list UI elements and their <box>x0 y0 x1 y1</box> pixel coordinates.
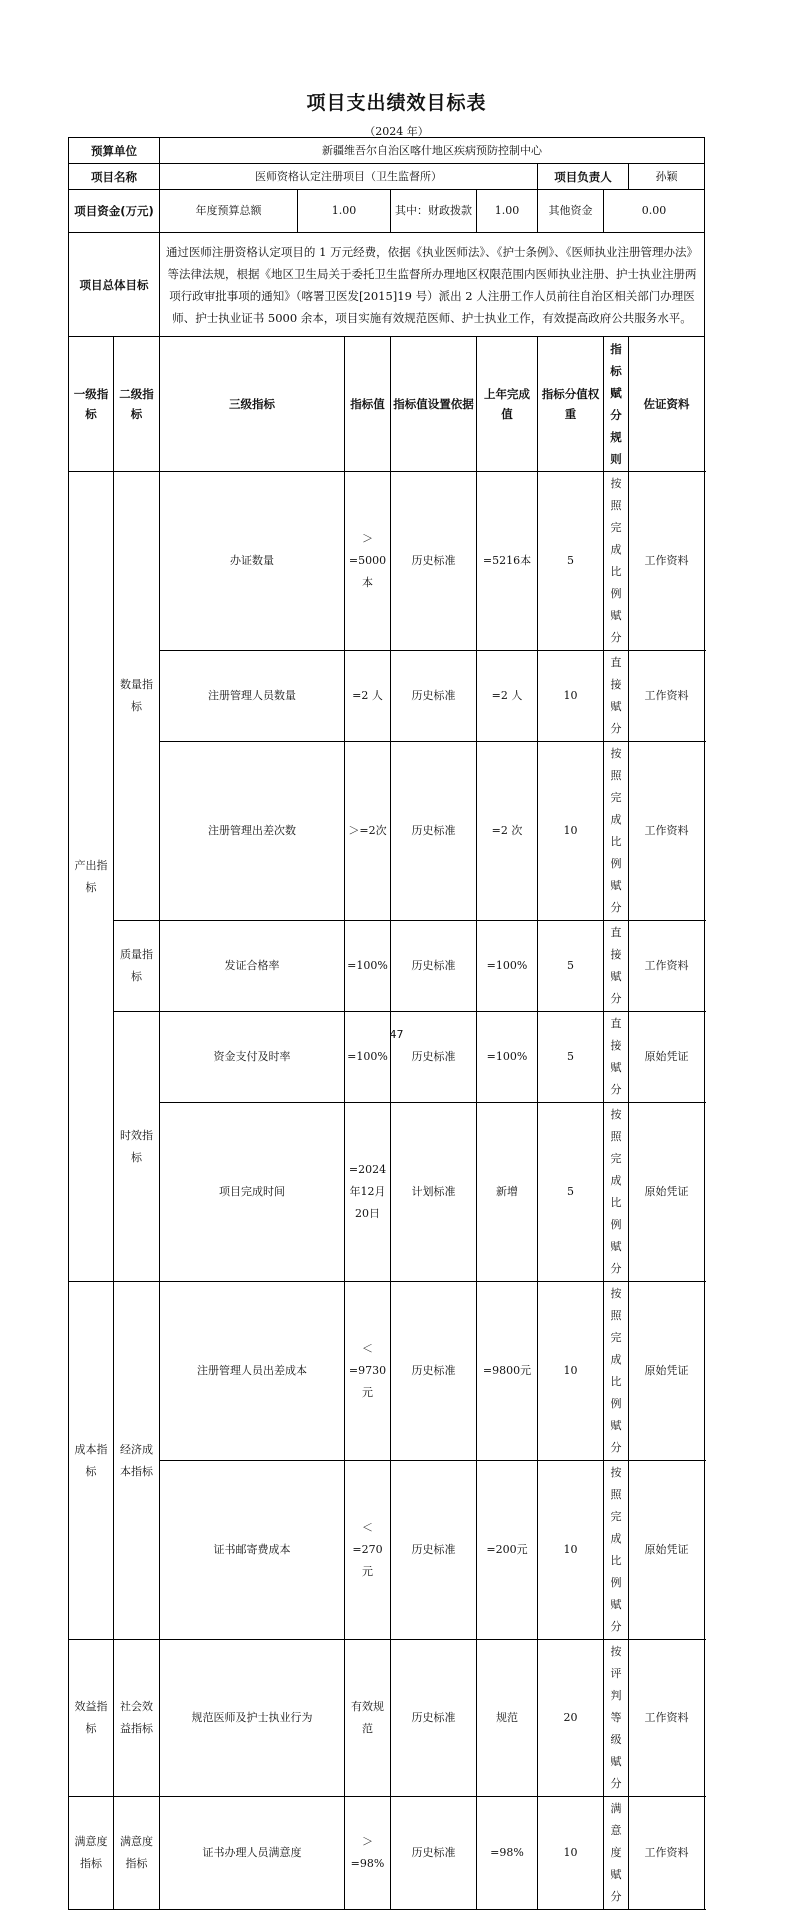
project-funds-label: 项目资金(万元) <box>69 190 160 233</box>
indicator-last-year: =200元 <box>477 1461 538 1640</box>
indicator-value: ＜=9730元 <box>345 1282 391 1461</box>
indicator-value: 有效规范 <box>345 1640 391 1797</box>
header-basis: 指标值设置依据 <box>391 337 477 472</box>
indicator-rule: 按照完成比例赋分 <box>604 1282 629 1461</box>
indicator-name: 资金支付及时率 <box>160 1012 345 1103</box>
indicator-name: 发证合格率 <box>160 921 345 1012</box>
indicator-basis: 历史标准 <box>391 921 477 1012</box>
indicator-rule: 直接赋分 <box>604 651 629 742</box>
fiscal-appropriation-value: 1.00 <box>477 190 538 233</box>
indicator-value: ＞=98% <box>345 1797 391 1910</box>
project-owner-value: 孙颖 <box>629 164 705 190</box>
indicator-last-year: =100% <box>477 1012 538 1103</box>
group-output: 产出指标 <box>69 472 114 1282</box>
indicator-evidence: 工作资料 <box>629 651 705 742</box>
group-satisfaction-sub: 满意度指标 <box>114 1797 160 1910</box>
group-benefit: 效益指标 <box>69 1640 114 1797</box>
annual-total-value: 1.00 <box>298 190 391 233</box>
indicator-name: 办证数量 <box>160 472 345 651</box>
year-subtitle: （2024 年） <box>364 125 429 138</box>
group-economic-cost: 经济成本指标 <box>114 1282 160 1640</box>
indicator-last-year: =98% <box>477 1797 538 1910</box>
group-social-benefit: 社会效益指标 <box>114 1640 160 1797</box>
page-title: 项目支出绩效目标表 <box>306 92 487 114</box>
indicator-last-year: =5216本 <box>477 472 538 651</box>
indicator-weight: 5 <box>538 1103 604 1282</box>
indicator-weight: 5 <box>538 472 604 651</box>
table-row <box>69 1012 705 1103</box>
indicator-value: =100% <box>345 921 391 1012</box>
indicator-weight: 10 <box>538 1797 604 1910</box>
overall-goal-row <box>69 233 705 337</box>
indicator-evidence: 工作资料 <box>629 1640 705 1797</box>
overall-goal-text: 通过医师注册资格认定项目的 1 万元经费，依据《执业医师法》、《护士条例》、《医师执业注册管理办法》等法律法规，根据《地区卫生局关于委托卫生监督所办理地区权限范围内医师执业注册、护士执业注册两项行政审批事项的通知》（喀署卫医发[2015]19 号）派出 2 人注册工作人员前往自治区相关部门办理医师、护士执业证书 5000 余本，项目实施有效规范医师、护士执业工作，有效提高政府公共服务水平。 <box>160 233 705 337</box>
header-evidence: 佐证资料 <box>629 337 705 472</box>
table-row <box>69 472 705 651</box>
table-row <box>69 1103 705 1282</box>
indicator-value: =2 人 <box>345 651 391 742</box>
group-timeliness: 时效指标 <box>114 1012 160 1282</box>
indicator-basis: 历史标准 <box>391 1797 477 1910</box>
header-weight: 指标分值权重 <box>538 337 604 472</box>
indicator-evidence: 工作资料 <box>629 472 705 651</box>
project-funds-row <box>69 190 705 233</box>
indicator-value: ＞=2次 <box>345 742 391 921</box>
page-number: 47 <box>389 1028 404 1041</box>
indicator-weight: 10 <box>538 651 604 742</box>
annual-total-label: 年度预算总额 <box>160 190 298 233</box>
project-name-value: 医师资格认定注册项目（卫生监督所） <box>160 164 538 190</box>
indicator-evidence: 原始凭证 <box>629 1282 705 1461</box>
indicator-value: ＜=270元 <box>345 1461 391 1640</box>
indicator-last-year: 规范 <box>477 1640 538 1797</box>
project-name-row <box>69 164 705 190</box>
other-funds-label: 其他资金 <box>538 190 604 233</box>
group-cost: 成本指标 <box>69 1282 114 1640</box>
other-funds-value: 0.00 <box>604 190 705 233</box>
table-row <box>69 1282 705 1461</box>
header-rule: 指标赋分规则 <box>604 337 629 472</box>
indicator-evidence: 原始凭证 <box>629 1103 705 1282</box>
indicator-evidence: 原始凭证 <box>629 1012 705 1103</box>
indicator-rule: 按照完成比例赋分 <box>604 1103 629 1282</box>
indicator-weight: 5 <box>538 921 604 1012</box>
indicator-last-year: 新增 <box>477 1103 538 1282</box>
indicator-name: 注册管理出差次数 <box>160 742 345 921</box>
indicator-weight: 10 <box>538 1282 604 1461</box>
table-row <box>69 651 705 742</box>
indicator-basis: 历史标准 <box>391 742 477 921</box>
indicator-basis: 历史标准 <box>391 1282 477 1461</box>
indicator-value: ＞=5000本 <box>345 472 391 651</box>
indicator-last-year: =100% <box>477 921 538 1012</box>
indicator-name: 注册管理人员数量 <box>160 651 345 742</box>
indicator-basis: 历史标准 <box>391 1461 477 1640</box>
header-last-year: 上年完成值 <box>477 337 538 472</box>
project-owner-label: 项目负责人 <box>538 164 629 190</box>
header-value: 指标值 <box>345 337 391 472</box>
indicator-basis: 历史标准 <box>391 651 477 742</box>
indicator-rule: 直接赋分 <box>604 921 629 1012</box>
indicator-rule: 按评判等级赋分 <box>604 1640 629 1797</box>
indicator-value: =100% <box>345 1012 391 1103</box>
table-row <box>69 1797 705 1910</box>
indicator-last-year: =2 人 <box>477 651 538 742</box>
table-row <box>69 742 705 921</box>
indicator-weight: 10 <box>538 1461 604 1640</box>
indicator-rule: 按照完成比例赋分 <box>604 472 629 651</box>
table-row <box>69 1461 705 1640</box>
indicator-evidence: 原始凭证 <box>629 1461 705 1640</box>
table-row <box>69 1640 705 1797</box>
indicator-name: 证书邮寄费成本 <box>160 1461 345 1640</box>
indicator-basis: 计划标准 <box>391 1103 477 1282</box>
indicator-name: 项目完成时间 <box>160 1103 345 1282</box>
indicator-weight: 5 <box>538 1012 604 1103</box>
fiscal-appropriation-label: 其中：财政拨款 <box>391 190 477 233</box>
indicator-evidence: 工作资料 <box>629 921 705 1012</box>
indicator-evidence: 工作资料 <box>629 1797 705 1910</box>
header-level3: 三级指标 <box>160 337 345 472</box>
budget-unit-value: 新疆维吾尔自治区喀什地区疾病预防控制中心 <box>160 138 705 164</box>
indicator-basis: 历史标准 <box>391 1640 477 1797</box>
indicator-rule: 按照完成比例赋分 <box>604 742 629 921</box>
indicator-basis: 历史标准 <box>391 472 477 651</box>
performance-target-table <box>68 137 705 1910</box>
indicator-rule: 直接赋分 <box>604 1012 629 1103</box>
header-level1: 一级指标 <box>69 337 114 472</box>
project-name-label: 项目名称 <box>69 164 160 190</box>
indicator-rule: 满意度赋分 <box>604 1797 629 1910</box>
table-row <box>69 921 705 1012</box>
budget-unit-row <box>69 138 705 164</box>
indicator-header-row <box>69 337 705 472</box>
indicator-name: 注册管理人员出差成本 <box>160 1282 345 1461</box>
indicator-last-year: =9800元 <box>477 1282 538 1461</box>
indicator-last-year: =2 次 <box>477 742 538 921</box>
indicator-rule: 按照完成比例赋分 <box>604 1461 629 1640</box>
indicator-name: 规范医师及护士执业行为 <box>160 1640 345 1797</box>
indicator-weight: 10 <box>538 742 604 921</box>
group-quality: 质量指标 <box>114 921 160 1012</box>
header-level2: 二级指标 <box>114 337 160 472</box>
group-quantity: 数量指标 <box>114 472 160 921</box>
group-satisfaction: 满意度指标 <box>69 1797 114 1910</box>
indicator-weight: 20 <box>538 1640 604 1797</box>
indicator-name: 证书办理人员满意度 <box>160 1797 345 1910</box>
indicator-basis: 历史标准 <box>391 1012 477 1103</box>
indicator-evidence: 工作资料 <box>629 742 705 921</box>
indicator-value: =2024年12月20日 <box>345 1103 391 1282</box>
budget-unit-label: 预算单位 <box>69 138 160 164</box>
overall-goal-label: 项目总体目标 <box>69 233 160 337</box>
